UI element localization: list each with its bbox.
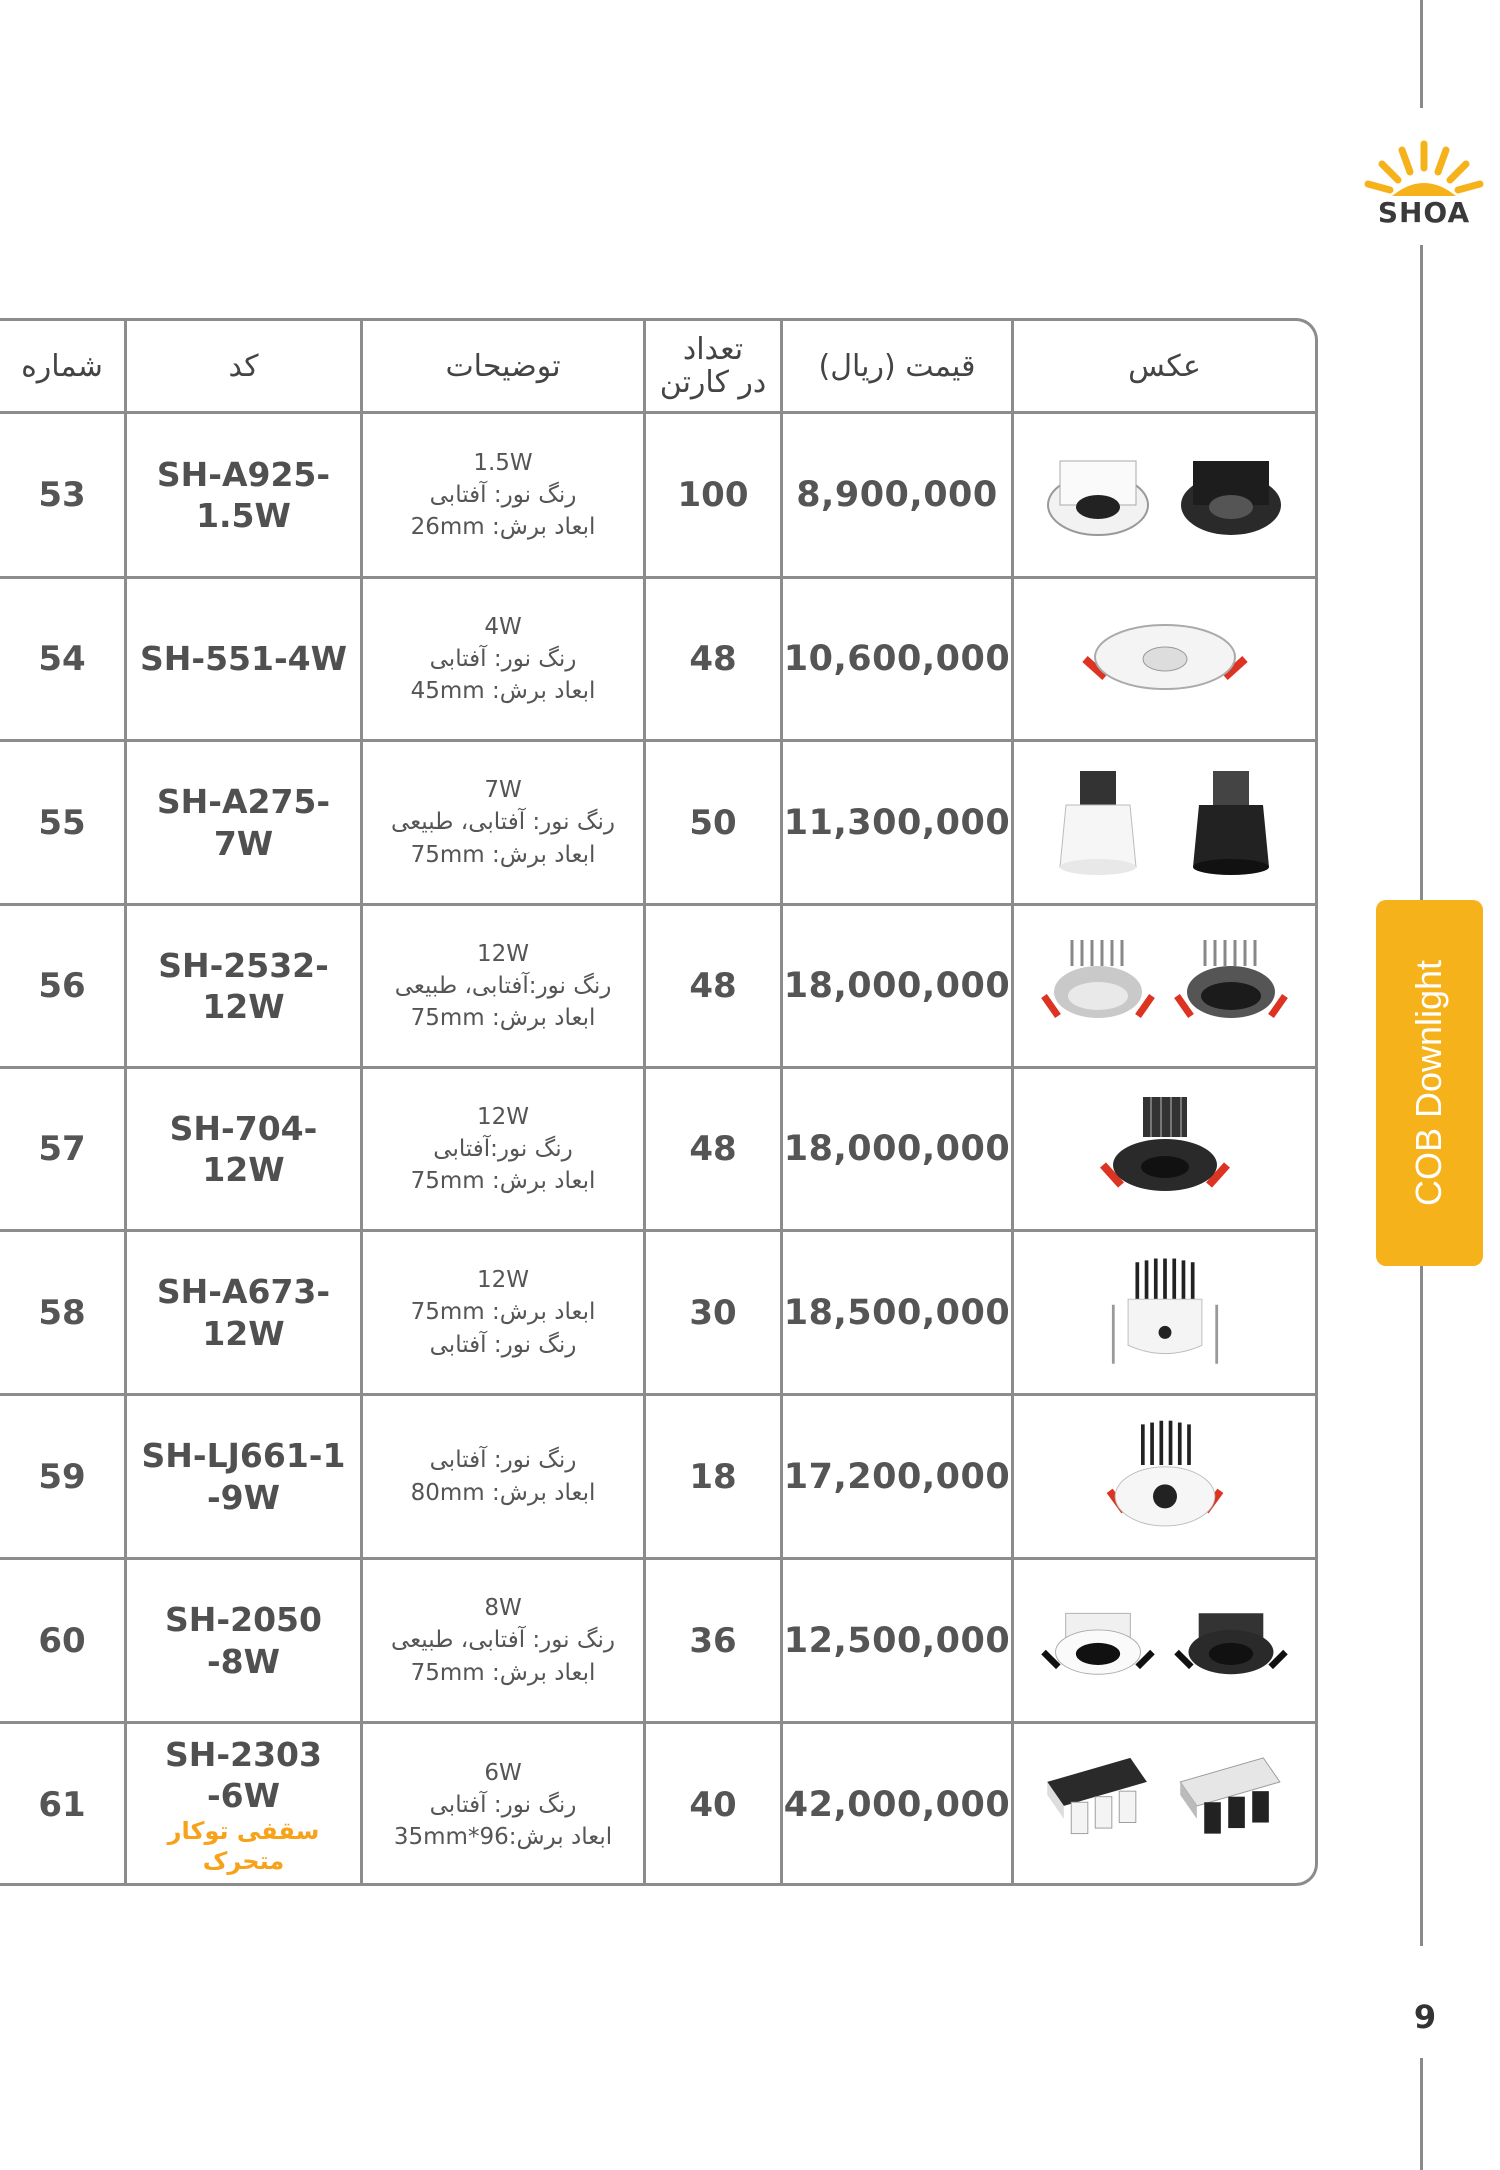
product-description: [363, 414, 643, 576]
product-code: SH-A275-7W: [156, 782, 331, 863]
carton-qty: 40: [689, 1785, 737, 1825]
product-code: SH-2532-12W: [158, 945, 329, 1026]
desc-line: ابعاد برش: 80mm: [410, 1479, 596, 1506]
carton-qty: 50: [689, 802, 737, 843]
product-code: SH-A925-1.5W: [156, 454, 331, 535]
product-description: [363, 579, 643, 739]
desc-line: 4W: [484, 613, 522, 640]
carton-qty: 48: [689, 1129, 737, 1169]
code-line: -8W: [206, 1641, 281, 1681]
row-number: 55: [38, 802, 86, 843]
white-adjustable-downlight-icon: [1070, 599, 1260, 719]
silver-heatsink-downlight-icon: [1038, 926, 1158, 1046]
product-price: 42,000,000: [783, 1785, 1011, 1825]
product-code: SH-A673-12W: [156, 1272, 331, 1353]
product-description: [363, 1232, 643, 1393]
white-heatsink-downlight-icon: [1090, 1253, 1240, 1373]
desc-line: رنگ نور: آفتابی، طبیعی: [391, 809, 615, 836]
desc-line: ابعاد برش: 75mm: [410, 1659, 596, 1686]
header-description: توضیحات: [445, 348, 561, 384]
product-image: [1014, 1069, 1315, 1229]
desc-line: رنگ نور: آفتابی: [429, 1791, 577, 1818]
product-description: [363, 1396, 643, 1557]
desc-line: 7W: [484, 777, 522, 804]
product-code: SH-551-4W: [139, 639, 348, 679]
product-image: [1014, 579, 1315, 739]
header-price: قیمت (ریال): [818, 348, 976, 384]
product-image: [1014, 1232, 1315, 1393]
carton-qty: 48: [689, 639, 737, 679]
desc-line: 6W: [484, 1759, 522, 1786]
desc-line: رنگ نور: آفتابی، طبیعی: [391, 1627, 615, 1654]
black-heatsink-downlight-icon: [1171, 926, 1291, 1046]
product-price: 18,000,000: [783, 966, 1011, 1006]
black-heatsink-downlight-icon: [1090, 1089, 1240, 1209]
carton-qty: 48: [689, 966, 737, 1006]
rail-top: [1420, 0, 1423, 108]
row-number: 56: [38, 966, 86, 1006]
white-round-downlight-icon: [1038, 435, 1158, 555]
row-number: 60: [38, 1620, 86, 1661]
product-description: [363, 906, 643, 1066]
product-description: [363, 1560, 643, 1721]
rail-bottom: [1420, 2058, 1423, 2170]
product-description: [363, 1724, 643, 1886]
carton-qty: 18: [689, 1456, 737, 1497]
desc-line: ابعاد برش: 75mm: [410, 1005, 596, 1032]
desc-line: رنگ نور:آفتابی: [433, 1135, 573, 1162]
page-number: 9: [1413, 1998, 1437, 2036]
black-triple-spot-icon: [1171, 1745, 1291, 1865]
black-round-downlight-icon: [1171, 435, 1291, 555]
rail-mid-1: [1420, 245, 1423, 900]
product-code: [127, 1724, 360, 1886]
desc-line: 8W: [484, 1595, 522, 1622]
header-qty: [646, 321, 780, 411]
row-number: 54: [38, 639, 86, 679]
desc-line: ابعاد برش: 26mm: [410, 514, 596, 541]
desc-line: 12W: [477, 1267, 530, 1294]
row-number: 59: [38, 1456, 86, 1497]
desc-line: ابعاد برش: 75mm: [410, 841, 596, 868]
product-price: 8,900,000: [796, 475, 998, 515]
product-description: [363, 1069, 643, 1229]
product-image: [1014, 414, 1315, 576]
desc-line: 12W: [477, 940, 530, 967]
product-image: [1014, 1396, 1315, 1557]
row-number: 61: [38, 1785, 86, 1825]
white-heatsink-downlight-icon: [1090, 1417, 1240, 1537]
product-image: [1014, 1724, 1315, 1886]
carton-qty: 36: [689, 1620, 737, 1661]
section-tab-label: COB Downlight: [1408, 959, 1450, 1207]
product-code: [127, 1560, 360, 1721]
code-line: -6W: [206, 1776, 281, 1815]
product-price: 18,500,000: [783, 1292, 1011, 1333]
product-price: 10,600,000: [783, 639, 1011, 679]
header-qty-line2: در کارتن: [659, 365, 767, 400]
code-line: SH-2303: [165, 1734, 322, 1774]
header-code: کد: [228, 348, 259, 384]
code-line: SH-2050: [165, 1600, 322, 1640]
product-image: [1014, 1560, 1315, 1721]
code-line: SH-LJ661-1: [141, 1436, 346, 1476]
brand-logo-text: SHOA: [1377, 196, 1471, 229]
row-number: 58: [38, 1292, 86, 1333]
product-description: [363, 742, 643, 903]
desc-line: رنگ نور: آفتابی: [429, 1331, 577, 1358]
rail-mid-2: [1420, 1266, 1423, 1946]
product-price: 11,300,000: [783, 802, 1011, 843]
black-finned-downlight-icon: [1171, 1581, 1291, 1701]
desc-line: ابعاد برش: 45mm: [410, 678, 596, 705]
product-code: [127, 1396, 360, 1557]
header-qty-line1: تعداد: [682, 332, 744, 367]
carton-qty: 30: [689, 1292, 737, 1333]
header-image: عکس: [1128, 348, 1201, 384]
white-finned-downlight-icon: [1038, 1581, 1158, 1701]
code-line: -9W: [206, 1477, 281, 1517]
desc-line: رنگ نور: آفتابی: [429, 481, 577, 508]
black-cylinder-downlight-icon: [1171, 763, 1291, 883]
desc-line: 12W: [477, 1103, 530, 1130]
desc-line: ابعاد برش:96*35mm: [393, 1824, 613, 1851]
desc-line: رنگ نور: آفتابی: [429, 645, 577, 672]
header-number: شماره: [21, 348, 103, 384]
white-triple-spot-icon: [1038, 1745, 1158, 1865]
product-price: 18,000,000: [783, 1129, 1011, 1169]
row-number: 53: [38, 475, 86, 515]
product-image: [1014, 906, 1315, 1066]
code-note: سقفی توکار متحرک: [167, 1817, 320, 1876]
product-code: SH-704-12W: [169, 1108, 318, 1189]
desc-line: رنگ نور: آفتابی: [429, 1447, 577, 1474]
product-price: 17,200,000: [783, 1456, 1011, 1497]
product-image: [1014, 742, 1315, 903]
price-table: [0, 318, 1318, 1886]
product-price: 12,500,000: [783, 1620, 1011, 1661]
desc-line: ابعاد برش: 75mm: [410, 1299, 596, 1326]
desc-line: رنگ نور:آفتابی، طبیعی: [394, 972, 612, 999]
desc-line: 1.5W: [473, 449, 533, 476]
carton-qty: 100: [677, 475, 749, 515]
white-cylinder-downlight-icon: [1038, 763, 1158, 883]
desc-line: ابعاد برش: 75mm: [410, 1168, 596, 1195]
row-number: 57: [38, 1129, 86, 1169]
